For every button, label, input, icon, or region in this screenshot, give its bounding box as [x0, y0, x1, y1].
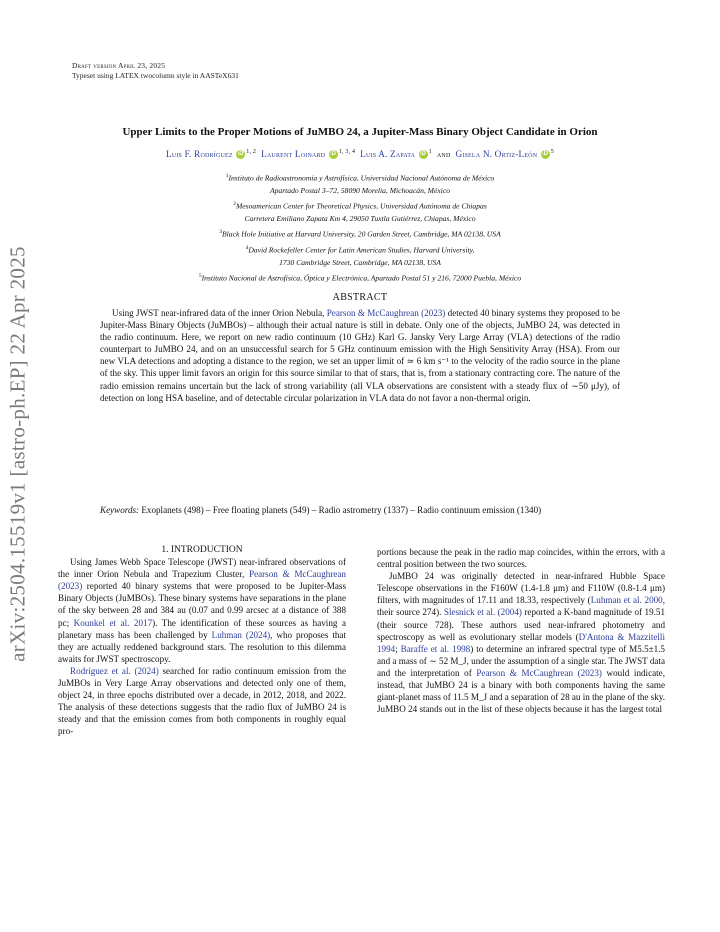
section-heading: 1. INTRODUCTION [161, 545, 243, 555]
typeset-note: Typeset using LATEX twocolumn style in AASTeX631 [72, 71, 239, 80]
affiliation-line: $^4$David Rockefeller Center for Latin American Studies, Harvard University, [245, 244, 475, 255]
author-name[interactable]: Luis F. Rodríguez [166, 149, 233, 160]
citation-link[interactable]: Pearson & McCaughrean (2023) [58, 569, 346, 592]
author-affil-num: 1, 3, 4 [338, 149, 356, 155]
orcid-icon[interactable]: iD [330, 151, 337, 158]
citation-link[interactable]: Luhman (2024) [211, 629, 271, 640]
left-column [58, 544, 346, 738]
author-list [40, 149, 680, 159]
keywords [100, 504, 620, 516]
author-affil-num: 1, 2 [246, 149, 257, 155]
affiliations [40, 170, 680, 285]
paper-title: Upper Limits to the Proper Motions of JuMBO 24, a Jupiter-Mass Binary Object Candidate in Orion [122, 126, 598, 138]
draft-header [72, 61, 239, 81]
and-word: and [436, 149, 451, 160]
citation-link[interactable]: Rodríguez et al. (2024) [70, 665, 159, 676]
citation-link[interactable]: Kounkel et al. 2017 [73, 617, 153, 628]
paragraph: portions because the peak in the radio map coincides, within the errors, with a central position between the two sources. [377, 547, 665, 570]
orcid-icon[interactable]: iD [542, 151, 549, 158]
citation-link[interactable]: Pearson & McCaughrean (2023) [476, 667, 602, 678]
author-name[interactable]: Laurent Loinard [261, 149, 326, 160]
author-name[interactable]: Gisela N. Ortiz-León [455, 149, 538, 160]
paragraph: JuMBO 24 was originally detected in near-infrared Hubble Space Telescope observations in the F160W (1.4-1.8 μm) and F110W (0.8-1.4 μm) filters, with magnitudes of 17.11 and 18.33, respectively (Luhman et al. 2000, their source 274). Slesnick et al. (2004) reported a K-band magnitude of 19.51 (their source 728). These authors used near-infrared photometry and spectroscopy as well as evolutionary stellar models (D'Antona & Mazzitelli 1994; Baraffe et al. 1998) to determine an infrared spectral type of M5.5±1.5 and a mass of ∼ 52 M_J, under the assumption of a single star. The JWST data and the interpretation of Pearson & McCaughrean (2023) would indicate, instead, that JuMBO 24 is a binary with both components having the same giant-planet mass of 11.5 M_J and a separation of 28 au in the plane of the sky. JuMBO 24 stands out in the list of these objects because it has the largest total [377, 571, 665, 715]
author-affil-num: 5 [550, 149, 554, 155]
keywords-label: Keywords: [100, 505, 140, 515]
draft-version: Draft version April 23, 2025 [72, 61, 166, 70]
arxiv-id-text: arXiv:2504.15519v1 [astro-ph.EP] 22 Apr 2025 [5, 246, 30, 662]
citation-link[interactable]: Luhman et al. 2000 [590, 595, 663, 606]
author-name[interactable]: Luis A. Zapata [360, 149, 416, 160]
paragraph: Rodríguez et al. (2024) searched for radio continuum emission from the JuMBOs in Very Large Array observations and detected only one of them, object 24, in three epochs distributed over a decade, in 2012, 2018, and 2022. The analysis of these detections suggests that the radio flux of JuMBO 24 is steady and that the emission comes from both components in roughly equal pro- [58, 665, 346, 737]
citation-link[interactable]: Baraffe et al. 1998 [400, 643, 471, 654]
affiliation-line: $^5$Instituto Nacional de Astrofísica, Óptica y Electrónica, Apartado Postal 51 y 216, 72000 Puebla, México [198, 272, 522, 283]
abstract-heading: ABSTRACT [332, 292, 388, 303]
affiliation-line: Apartado Postal 3–72, 58090 Morelia, Michoacán, México [269, 186, 451, 196]
orcid-icon[interactable]: iD [237, 151, 244, 158]
affiliation-line: $^3$Black Hole Initiative at Harvard University, 20 Garden Street, Cambridge, MA 02138, USA [219, 229, 501, 239]
affiliation-line: Carretera Emiliano Zapata Km 4, 29050 Tuxtla Gutiérrez, Chiapas, México [244, 214, 476, 224]
citation-link[interactable]: D'Antona & Mazzitelli 1994 [377, 631, 665, 654]
author-affil-num: 1 [428, 149, 432, 155]
citation-link[interactable]: Slesnick et al. (2004) [443, 607, 522, 618]
citation-link[interactable]: Pearson & McCaughrean (2023) [326, 308, 446, 318]
affiliation-line: $^1$Instituto de Radioastronomía y Astrofísica, Universidad Nacional Autónoma de México [225, 173, 495, 183]
abstract-body: Using JWST near-infrared data of the inner Orion Nebula, Pearson & McCaughrean (2023) detected 40 binary systems they proposed to be Jupiter-Mass Binary Objects (JuMBOs) – although their actual nature is still in debate. Only one of the objects, JuMBO 24, was detected in the radio continuum. Here, we report on new radio continuum (10 GHz) Karl G. Jansky Very Large Array (VLA) detections of the radio counterpart to JuMBO 24, and on an unsuccessful search for 5 GHz continuum emission with the High Sensitivity Array (HSA). From our new VLA detections and adopting a distance to the region, we set an upper limit of ≃ 6 km s⁻¹ to the velocity of the radio source in the plane of the sky. This upper limit favors an origin for this source similar to that of stars, that is, from a stationary contracting core. The nature of the radio emission remains uncertain but the lack of strong variability (all VLA observations are consistent with a steady flux of ∼50 μJy), of detection on long HSA baseline, and of detectable circular polarization in VLA data do not favor a non-thermal origin. [100, 308, 620, 403]
affiliation-line: $^2$Mesoamerican Center for Theoretical Physics, Universidad Autónoma de Chiapas [233, 201, 487, 211]
paragraph: Using James Webb Space Telescope (JWST) near-infrared observations of the inner Orion Nebula and Trapezium Cluster, Pearson & McCaughrean (2023) reported 40 binary systems that were proposed to be Jupiter-Mass Binary Objects (JuMBOs). These binary systems have separations in the plane of the sky between 28 and 384 au (0.07 and 0.99 arcsec at a distance of 388 pc; Kounkel et al. 2017). The identification of these sources as having a planetary mass has been challenged by Luhman (2024), who proposes that they are actually reddened background stars. The resolution to this dilemma awaits for JWST spectroscopy. [58, 557, 346, 664]
arxiv-identifier [0, 234, 38, 674]
affiliation-line: 1730 Cambridge Street, Cambridge, MA 02138, USA [279, 257, 441, 267]
right-column [377, 546, 665, 715]
keywords-text: Exoplanets (498) – Free floating planets (549) – Radio astrometry (1337) – Radio continuum emission (1340) [139, 505, 542, 515]
orcid-icon[interactable]: iD [420, 151, 427, 158]
